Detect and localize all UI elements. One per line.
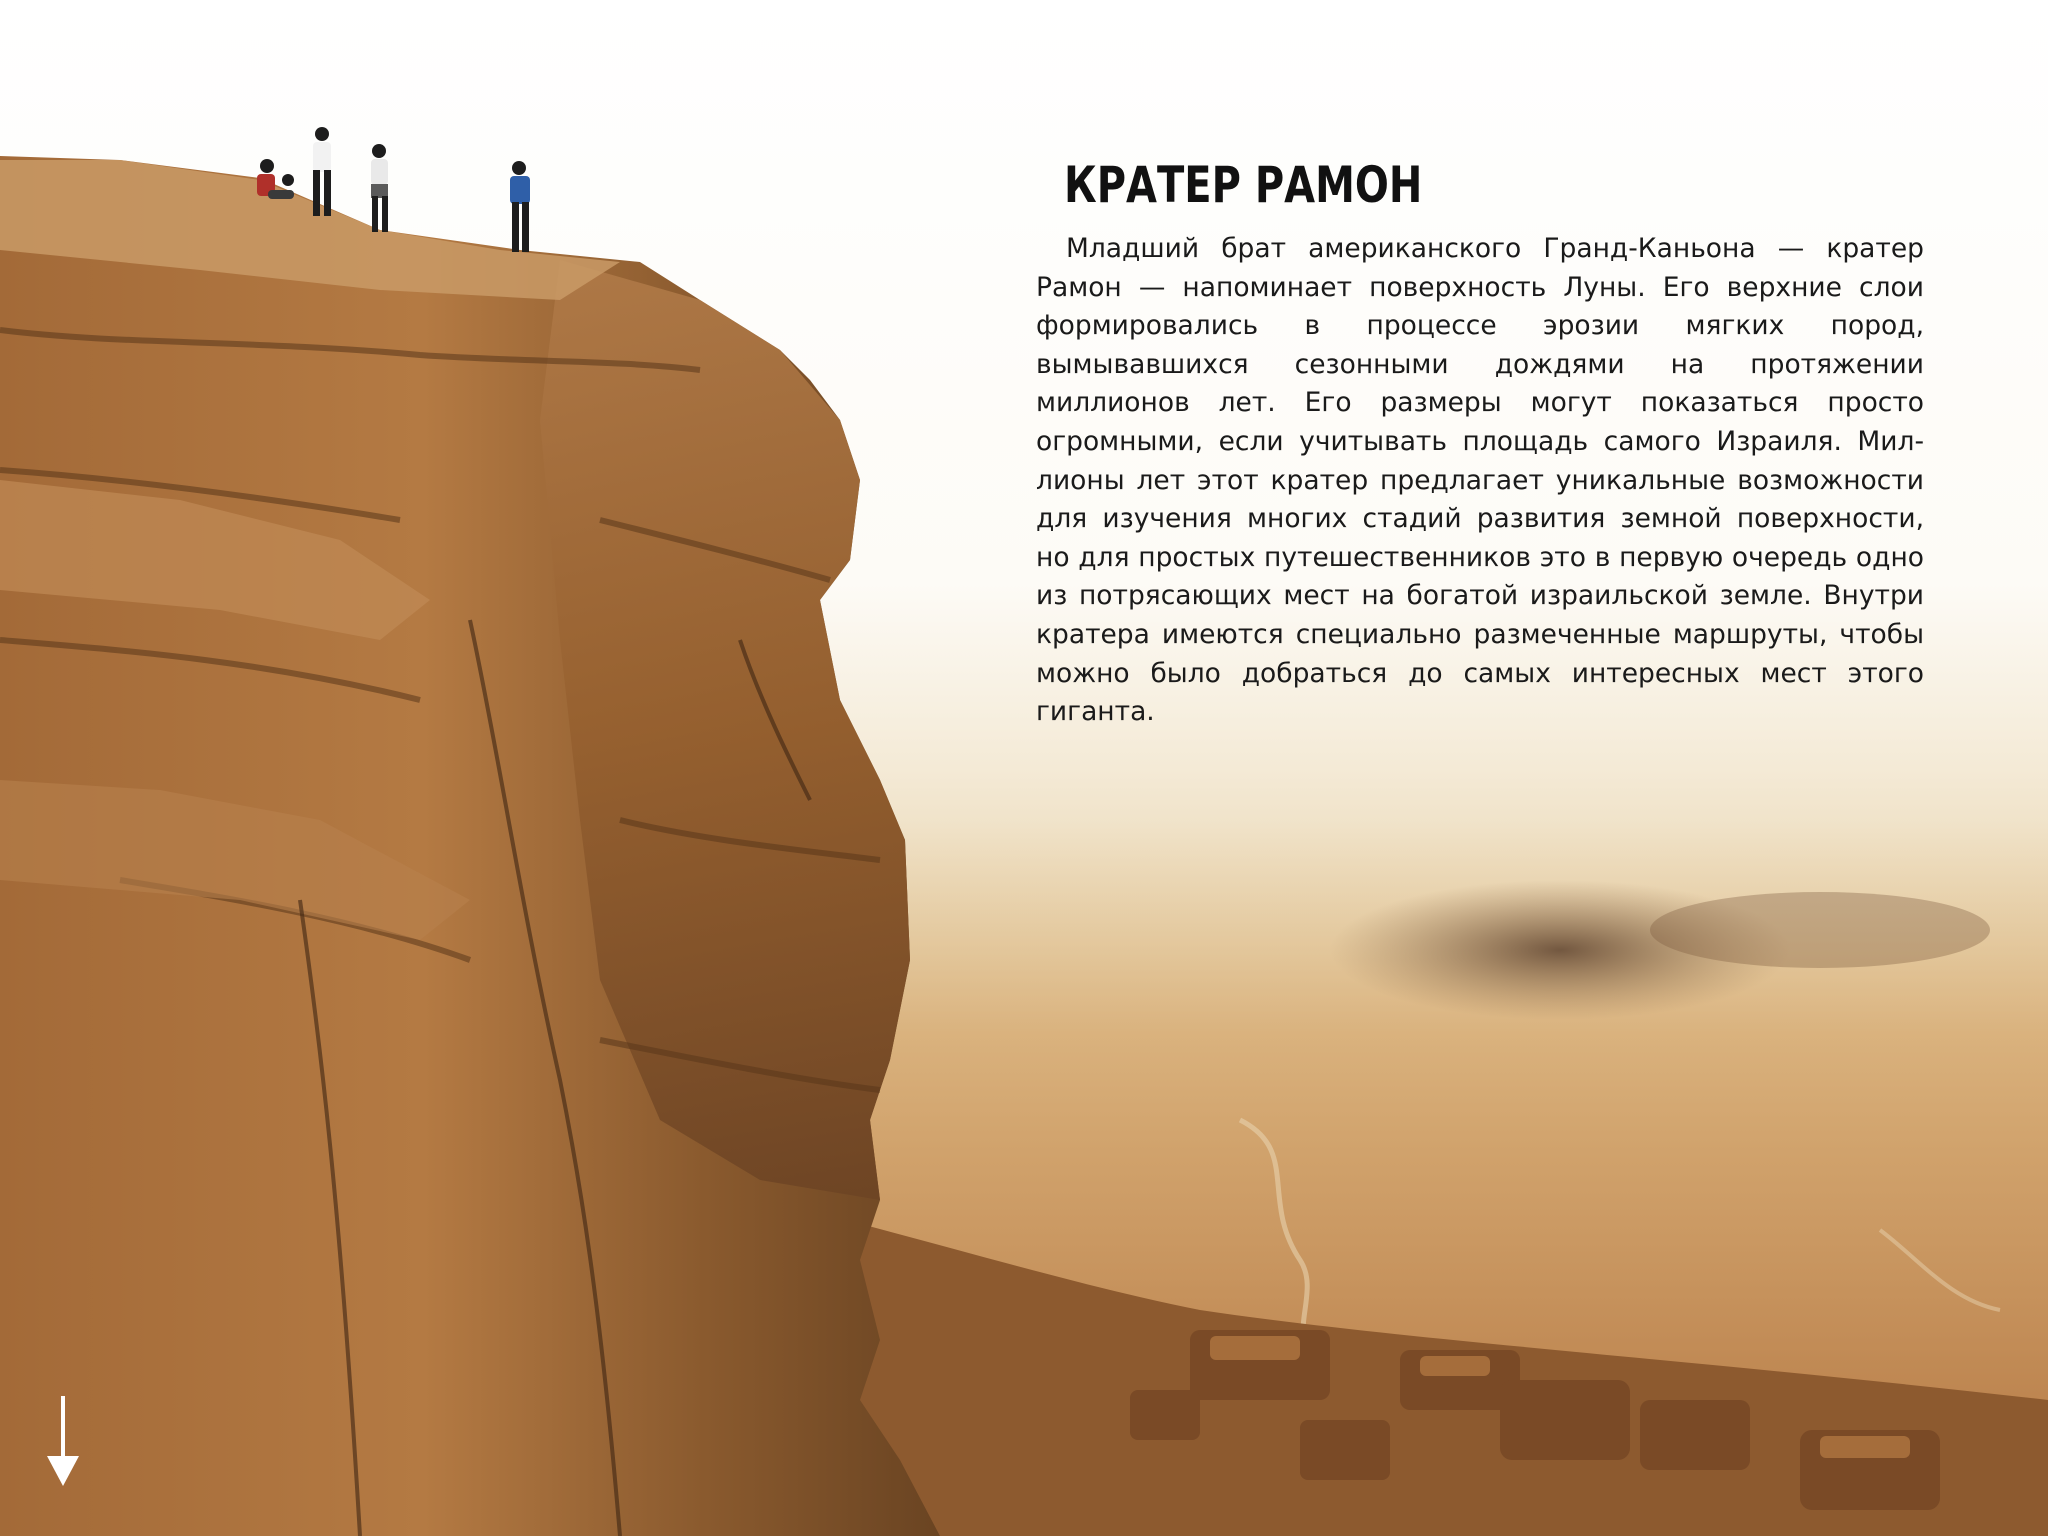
down-arrow-icon[interactable] [44, 1394, 82, 1488]
article-body: Младший брат американского Гранд-Каньона — кратер Рамон — напоминает поверхность Луны. Его верхние слои формировались в процессе эрозии мягких пород, вымывавшихся сезонными дождями на протяжении миллионов лет. Его размеры могут показаться просто огромными, если учитывать площадь самого Израиля. Миллионы лет этот кратер предлагает уникальные возможности для изучения многих стадий развития земной поверхности, но для простых путешественников это в первую очередь одно из потрясающих мест на богатой израильской земле. Внутри кратера имеются специально размеченные маршруты, чтобы можно было добраться до самых интересных мест этого гиганта. [1036, 233, 1924, 728]
article-title: КРАТЕР РАМОН [1064, 156, 1423, 214]
